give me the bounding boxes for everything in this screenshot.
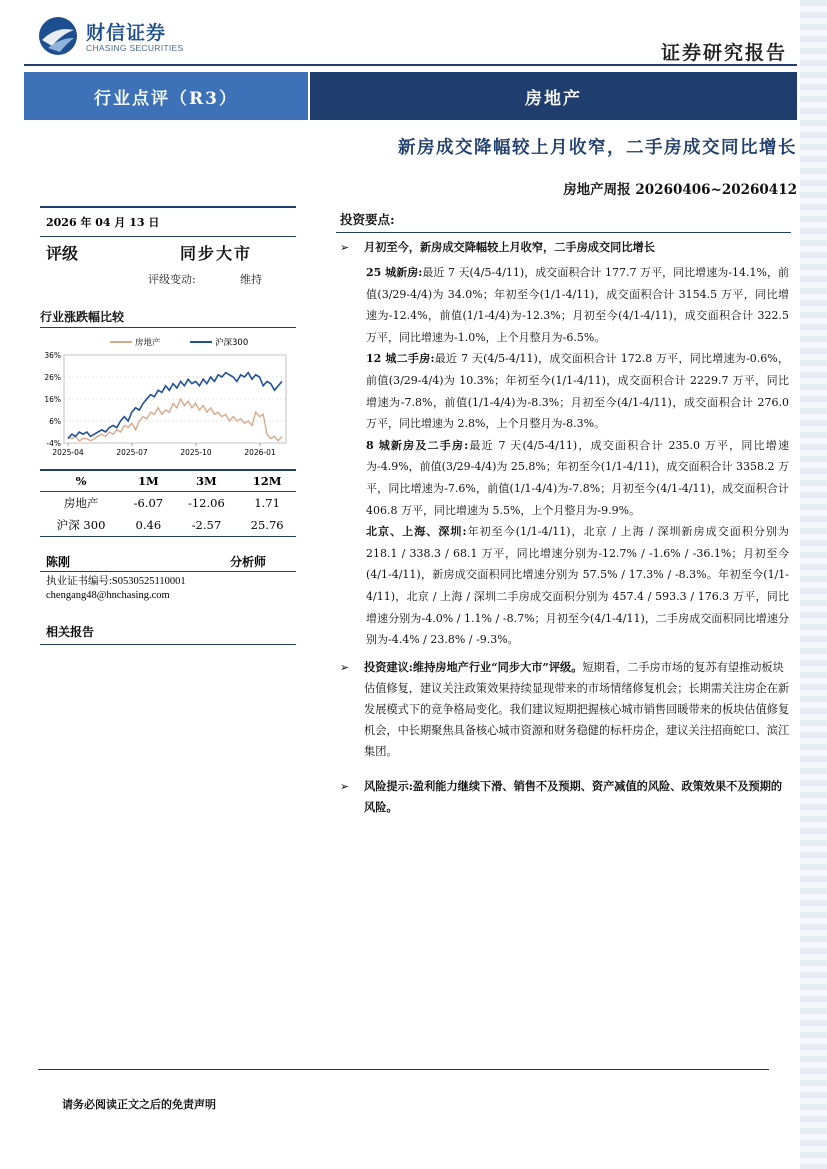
performance-chart-svg [40,333,296,463]
table-cell: 25.76 [238,514,296,537]
table-header: % [40,470,122,492]
table-header: 12M [238,470,296,492]
divider [336,232,791,233]
main-content [336,206,791,818]
x-tick-label: 2025-10 [180,448,212,457]
bullet-arrow-icon: ➢ [340,241,350,254]
analyst-certificate: 执业证书编号:S0530525110001 [46,576,186,587]
y-tick-label: -4% [46,439,61,448]
chart-legend [110,337,248,348]
bullet-arrow-icon: ➢ [340,779,350,793]
analyst-name: 陈刚 [46,555,71,569]
para-body: 最近 7 天(4/5-4/11)，成交面积合计 172.8 万平，同比增速为-0.6%，前值(3/29-4/4)为 10.3%；年初至今(1/1-4/11)，成交面积合计 2229.7 万平，同比增速为-7.8%，前值(1/1-4/4)为-8.3%；月初至今(4/1-4/11)，成交面积合计 276.0 万平，同比增速为 2.8%，上个月整月为-8.3%。 [366,352,790,431]
table-row [40,492,296,515]
y-tick-label: 16% [44,395,61,404]
analyst-email[interactable]: chengang48@hnchasing.com [46,590,170,601]
logo-name-en: CHASING SECURITIES [86,43,184,53]
table-cell: -12.06 [187,496,225,510]
y-tick-label: 26% [44,373,61,382]
legend-label-hs300: 沪深300 [215,338,249,348]
bullet-arrow-icon: ➢ [340,660,350,674]
report-type: 证券研究报告 [660,42,787,64]
bullet-text: 月初至今，新房成交降幅较上月收窄，二手房成交同比增长 [364,240,655,254]
analyst-role: 分析师 [230,555,267,569]
analyst-row [40,549,296,571]
logo-mark-icon [38,16,78,56]
rating-label: 评级 [46,244,79,263]
x-tick-label: 2026-01 [244,448,276,457]
bullet-risk-warning [336,776,791,818]
para-lead: 北京、上海、深圳: [366,525,467,539]
rating-row [40,237,296,267]
para-25-city-new [336,262,791,348]
rating-change-row [40,267,296,293]
divider [40,327,296,328]
key-points-title: 投资要点: [340,212,395,227]
report-headline: 新房成交降幅较上月收窄，二手房成交同比增长 [398,138,797,158]
related-reports-title: 相关报告 [46,625,95,639]
performance-chart [40,333,296,463]
logo-name-cn: 财信证券 [86,22,167,44]
y-tick-label: 36% [44,351,61,360]
para-lead: 25 城新房: [366,266,423,279]
x-tick-label: 2025-07 [116,448,148,457]
performance-table [40,469,296,537]
header-divider [24,64,797,66]
para-body: 最近 7 天(4/5-4/11)，成交面积合计 235.0 万平，同比增速为-4.9%，前值(3/29-4/4)为 25.8%；年初至今(1/1-4/11)，成交面积合计 3358.2 万平，同比增速为-7.6%，前值(1/1-4/4)为-7.8%；月初至今(4/1-4/11)，成交面积合计 406.8 万平，同比增速为 5.5%，上个月整月为-9.9%。 [366,438,789,517]
para-8-city-combined [336,435,791,521]
para-body: 年初至今(1/1-4/11)，北京 / 上海 / 深圳新房成交面积分别为 218.1 / 338.3 / 68.1 万平，同比增速分别为-12.7% / -1.6% / -36.1%；月初至今(4/1-4/11)，新房成交面积同比增速分别为 57.5% / 17.3% / -8.3%。年初至今(1/1-4/11)，北京 / 上海 / 深圳二手房成交面积分别为 457.4 / 593.3 / 176.3 万平，同比增速分别为-4.0% / 1.1% / -8.7%；月初至今(4/1-4/11)，二手房成交面积同比增速分别为-4.4% / 23.8% / -9.3%。 [366,525,790,647]
table-cell: 沪深 300 [40,514,122,537]
table-cell: 0.46 [122,514,174,537]
industry-band: 房地产 [310,72,797,120]
rating-change-value: 维持 [240,273,262,286]
report-date: 2026 年 04 月 13 日 [46,216,160,229]
series-line-realestate [68,399,282,441]
company-logo [38,16,198,56]
table-header: 1M [122,470,174,492]
y-tick-label: 6% [49,417,61,426]
chart-title: 行业涨跌幅比较 [40,310,125,324]
footer-divider [38,1069,769,1070]
para-lead: 12 城二手房: [366,352,435,366]
para-tier1-cities [336,521,791,651]
table-cell: 1.71 [254,496,280,510]
rating-change-label: 评级变动: [148,273,196,286]
report-category-band: 行业点评（R3） [24,72,308,120]
legend-label-realestate: 房地产 [135,338,161,348]
para-lead: 8 城新房及二手房: [366,438,469,452]
page-edge-decoration [800,0,827,1169]
table-header-row [40,470,296,492]
table-header: 3M [175,470,239,492]
table-cell: 房地产 [63,496,99,510]
para-12-city-second [336,348,791,434]
divider [40,644,296,645]
bullet-text: 风险提示:盈利能力继续下滑、销售不及预期、资产减值的风险、政策效果不及预期的风险。 [364,778,783,814]
divider [40,571,296,572]
para-body: 最近 7 天(4/5-4/11)，成交面积合计 177.7 万平，同比增速为-14.1%，前值(3/29-4/4)为 34.0%；年初至今(1/1-4/11)，成交面积合计 3154.5 万平，同比增速为-12.4%，前值(1/1-4/4)为-12.3%；月初至今(4/1-4/11)，成交面积合计 322.5 万平，同比增速为-1.0%，上个月整月为-6.5%。 [366,266,789,344]
disclaimer-note: 请务必阅读正文之后的免责声明 [62,1098,216,1111]
bullet-market-summary [336,237,791,258]
table-row [40,514,296,537]
bullet-lead: 投资建议:维持房地产行业“同步大市”评级。 [364,659,583,674]
bullet-text: 短期看，二手房市场的复苏有望推动板块估值修复，建议关注政策效果持续显现带来的市场情绪修复机会；长期需关注房企在新发展模式下的竞争格局变化。我们建议短期把握核心城市销售回暖带来的板块估值修复机会，中长期聚焦具备核心城市资源和财务稳健的标杆房企，建议关注招商蛇口、滨江集团。 [364,660,790,758]
left-sidebar [40,206,296,645]
x-tick-label: 2025-04 [52,448,84,457]
rating-value: 同步大市 [180,244,253,263]
weekly-period: 房地产周报 20260406~20260412 [563,182,797,198]
table-cell: -2.57 [175,514,239,537]
bullet-investment-advice [336,657,791,762]
table-cell: -6.07 [133,496,164,510]
